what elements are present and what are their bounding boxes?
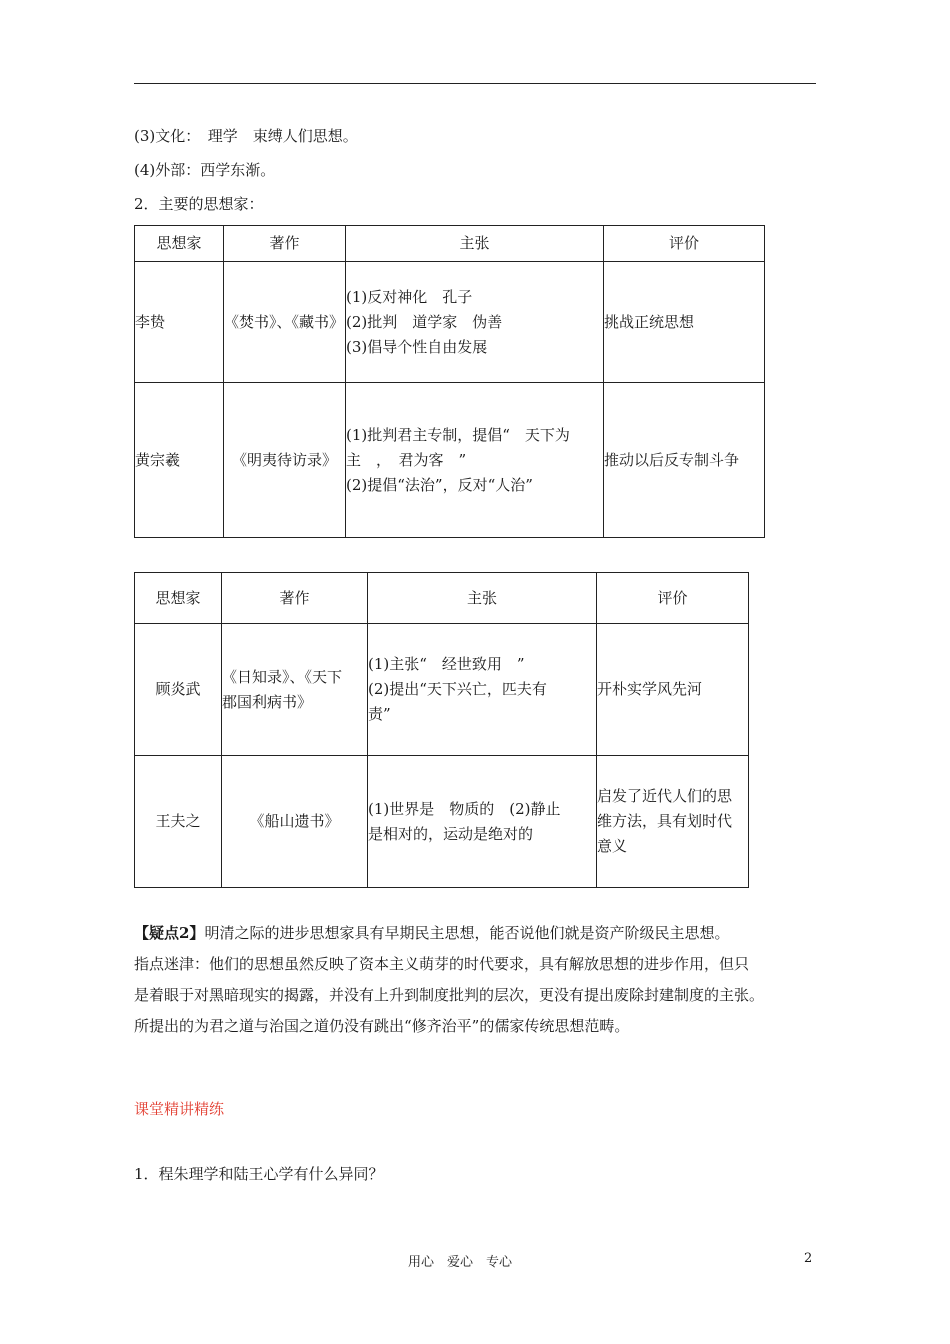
thinker-evaluation: 启发了近代人们的思 维方法，具有划时代 意义 — [597, 756, 749, 888]
header-evaluation: 评价 — [597, 573, 749, 624]
doubt-question-text: 明清之际的进步思想家具有早期民主思想，能否说他们就是资产阶级民主思想。 — [204, 924, 730, 942]
intro-thinkers-heading: 2．主要的思想家： — [134, 195, 264, 213]
table-row — [135, 624, 749, 756]
header-works: 著作 — [224, 226, 346, 262]
thinker-name: 李贽 — [135, 262, 224, 383]
question-1: 1．程朱理学和陆王心学有什么异同？ — [134, 1165, 384, 1183]
thinker-claims: (1)反对神化 孔子 (2)批判 道学家 伪善 (3)倡导个性自由发展 — [346, 262, 604, 383]
table-row — [135, 756, 749, 888]
thinker-evaluation: 推动以后反专制斗争 — [604, 383, 765, 538]
page-footer: 用心 爱心 专心 — [408, 1255, 513, 1270]
thinker-name: 黄宗羲 — [135, 383, 224, 538]
header-rule — [134, 83, 816, 84]
table-row — [135, 262, 765, 383]
thinkers-table-2 — [134, 572, 749, 888]
doubt-answer-line: 所提出的为君之道与治国之道仍没有跳出“修齐治平”的儒家传统思想范畴。 — [134, 1017, 630, 1035]
intro-external: (4)外部：西学东渐。 — [134, 161, 276, 179]
page-number: 2 — [804, 1251, 813, 1266]
doubt-section — [134, 918, 834, 1042]
thinker-claims: (1)批判君主专制，提倡“ 天下为 主 ， 君为客 ” (2)提倡“法治”，反对“人治” — [346, 383, 604, 538]
thinker-claims: (1)世界是 物质的 (2)静止 是相对的，运动是绝对的 — [368, 756, 597, 888]
header-claims: 主张 — [346, 226, 604, 262]
header-evaluation: 评价 — [604, 226, 765, 262]
thinker-works: 《船山遗书》 — [222, 756, 368, 888]
header-works: 著作 — [222, 573, 368, 624]
thinker-evaluation: 挑战正统思想 — [604, 262, 765, 383]
table-header-row — [135, 226, 765, 262]
header-thinker: 思想家 — [135, 226, 224, 262]
section-title: 课堂精讲精练 — [134, 1100, 225, 1118]
table-header-row — [135, 573, 749, 624]
header-thinker: 思想家 — [135, 573, 222, 624]
thinker-name: 顾炎武 — [135, 624, 222, 756]
doubt-question — [134, 918, 834, 949]
thinker-works: 《焚书》、《藏书》 — [224, 262, 346, 383]
doubt-answer-line: 指点迷津：他们的思想虽然反映了资本主义萌芽的时代要求，具有解放思想的进步作用，但只 — [134, 955, 750, 973]
header-claims: 主张 — [368, 573, 597, 624]
thinker-works: 《日知录》、《天下 郡国利病书》 — [222, 624, 368, 756]
thinkers-table-1 — [134, 225, 765, 538]
thinker-name: 王夫之 — [135, 756, 222, 888]
thinker-claims: (1)主张“ 经世致用 ” (2)提出“天下兴亡，匹夫有 责” — [368, 624, 597, 756]
intro-culture: (3)文化： 理学 束缚人们思想。 — [134, 127, 358, 145]
doubt-label: 【疑点2】 — [134, 924, 205, 942]
doubt-answer-line: 是着眼于对黑暗现实的揭露，并没有上升到制度批判的层次，更没有提出废除封建制度的主张。 — [134, 986, 765, 1004]
table-row — [135, 383, 765, 538]
thinker-evaluation: 开朴实学风先河 — [597, 624, 749, 756]
thinker-works: 《明夷待访录》 — [224, 383, 346, 538]
